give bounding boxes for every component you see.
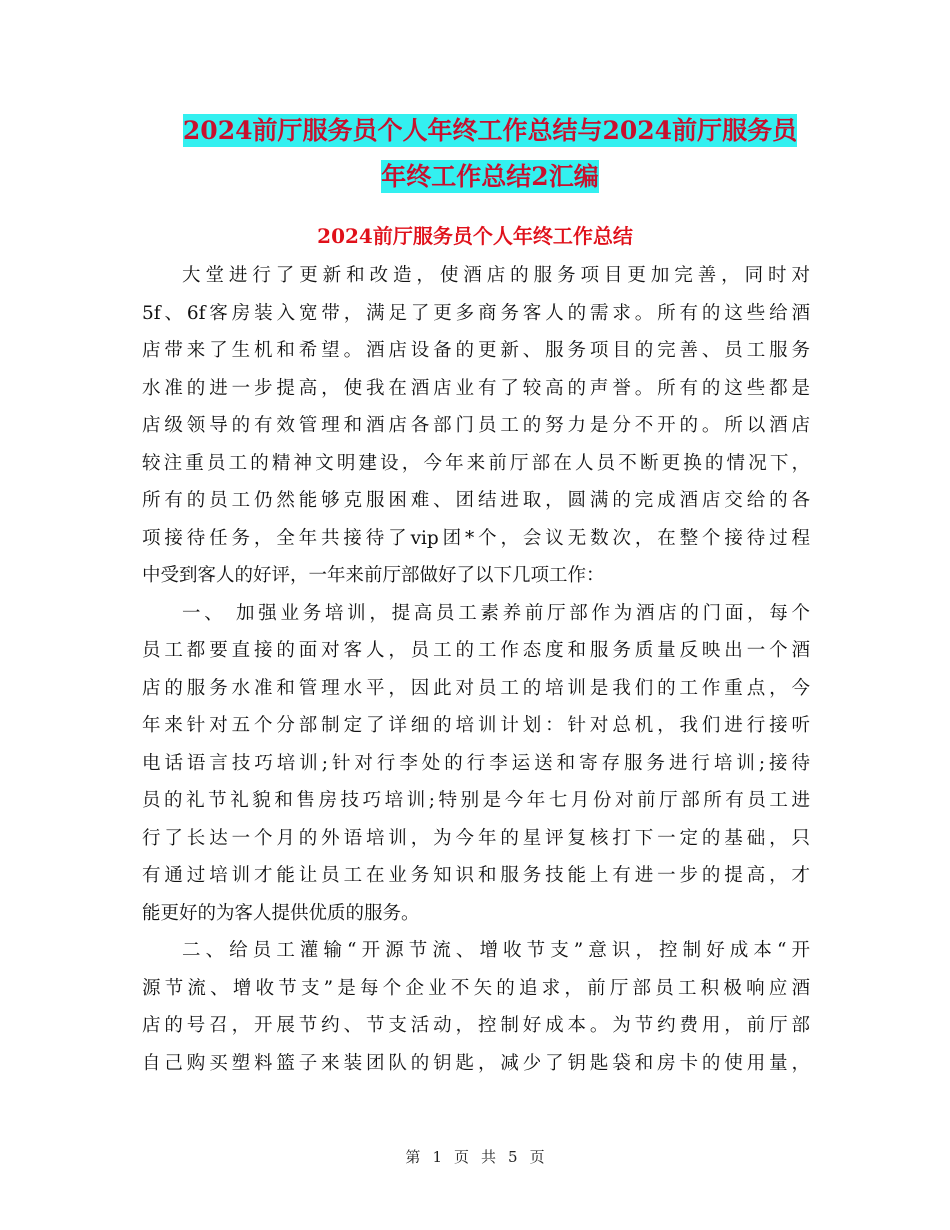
body-line: 电话语言技巧培训;针对行李处的行李运送和寄存服务进行培训;接待 — [142, 752, 810, 774]
document-body — [142, 257, 810, 1082]
body-line: 水准的进一步提高，使我在酒店业有了较高的声誉。所有的这些都是 — [142, 377, 810, 399]
body-line: 5f、6f客房装入宽带，满足了更多商务客人的需求。所有的这些给酒 — [142, 302, 810, 324]
body-line: 行了长达一个月的外语培训，为今年的星评复核打下一定的基础，只 — [142, 827, 810, 849]
body-line: 有通过培训才能让员工在业务知识和服务技能上有进一步的提高，才 — [142, 865, 810, 886]
body-line: 年来针对五个分部制定了详细的培训计划：针对总机，我们进行接听 — [142, 715, 810, 736]
footer-total-number: 5 — [508, 1148, 518, 1166]
body-line: 源节流、增收节支”是每个企业不矢的追求，前厅部员工积极响应酒 — [142, 977, 810, 999]
page-footer — [0, 1146, 950, 1167]
footer-page-unit: 页 — [453, 1148, 469, 1166]
title-line-2: 年终工作总结2汇编 — [381, 162, 599, 191]
body-line: 员的礼节礼貌和售房技巧培训;特别是今年七月份对前厅部所有员工进 — [142, 790, 810, 811]
body-line: 二、给员工灌输“开源节流、增收节支”意识，控制好成本“开 — [182, 940, 810, 961]
document-title — [140, 108, 840, 200]
body-line: 店的服务水准和管理水平，因此对员工的培训是我们的工作重点，今 — [142, 677, 810, 699]
body-line: 店的号召，开展节约、节支活动，控制好成本。为节约费用，前厅部 — [142, 1015, 810, 1036]
footer-page-number: 1 — [432, 1148, 442, 1166]
title-line-1: 2024前厅服务员个人年终工作总结与2024前厅服务员 — [182, 116, 798, 145]
footer-page-label: 第 — [405, 1148, 421, 1166]
body-line: 项接待任务，全年共接待了vip团*个，会议无数次，在整个接待过程 — [142, 527, 810, 549]
body-line: 所有的员工仍然能够克服困难、团结进取，圆满的完成酒店交给的各 — [142, 490, 810, 511]
body-line: 店带来了生机和希望。酒店设备的更新、服务项目的完善、员工服务 — [142, 340, 810, 361]
body-line: 一、 加强业务培训，提高员工素养前厅部作为酒店的门面，每个 — [182, 602, 810, 624]
footer-total-label: 共 — [481, 1148, 497, 1166]
body-line: 大堂进行了更新和改造，使酒店的服务项目更加完善，同时对 — [182, 265, 810, 286]
footer-total-unit: 页 — [529, 1148, 545, 1166]
body-line: 员工都要直接的面对客人，员工的工作态度和服务质量反映出一个酒 — [142, 640, 810, 661]
body-line: 较注重员工的精神文明建设，今年来前厅部在人员不断更换的情况下， — [142, 452, 810, 474]
body-line: 能更好的为客人提供优质的服务。 — [142, 902, 420, 924]
body-line: 中受到客人的好评，一年来前厅部做好了以下几项工作： — [142, 565, 605, 586]
body-line: 店级领导的有效管理和酒店各部门员工的努力是分不开的。所以酒店 — [142, 415, 810, 436]
section-title: 2024前厅服务员个人年终工作总结 — [317, 224, 633, 248]
body-line: 自己购买塑料篮子来装团队的钥匙，减少了钥匙袋和房卡的使用量， — [142, 1052, 810, 1074]
